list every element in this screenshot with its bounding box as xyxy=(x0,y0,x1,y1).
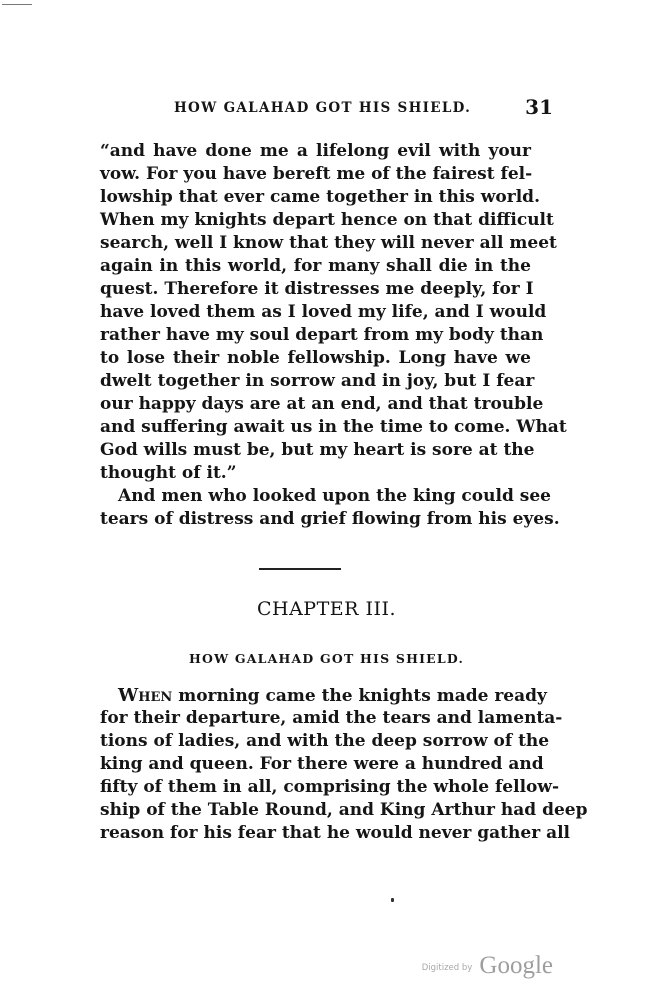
scan-edge-rule xyxy=(2,4,32,5)
ink-speck xyxy=(391,898,394,902)
chapter-heading: CHAPTER III. xyxy=(256,598,397,620)
text-line: thought of it.” xyxy=(100,463,237,483)
text-line: And men who looked upon the king could see xyxy=(118,486,551,506)
text-line-rest: morning came the knights made ready xyxy=(172,686,547,706)
chapter-subheading: HOW GALAHAD GOT HIS SHIELD. xyxy=(188,651,465,666)
page-number: 31 xyxy=(525,95,553,119)
text-line: dwelt together in sorrow and in joy, but I fear xyxy=(100,371,535,391)
text-line: have loved them as I loved my life, and I would xyxy=(100,302,547,322)
text-line: for their departure, amid the tears and lamenta- xyxy=(100,708,563,728)
text-line: fifty of them in all, comprising the whole fellow- xyxy=(100,777,560,797)
text-line: rather have my soul depart from my body than xyxy=(100,325,544,345)
text-line: again in this world, for many shall die in the xyxy=(100,256,531,276)
text-line: search, well I know that they will never all meet xyxy=(100,233,557,253)
text-line: to lose their noble fellowship. Long have we xyxy=(100,348,531,368)
text-line: lowship that ever came together in this world. xyxy=(100,187,540,207)
text-line: tions of ladies, and with the deep sorrow of the xyxy=(100,731,550,751)
text-line: quest. Therefore it distresses me deeply, for I xyxy=(100,279,534,299)
text-line: our happy days are at an end, and that trouble xyxy=(100,394,544,414)
text-line: ship of the Table Round, and King Arthur had deep xyxy=(100,800,588,820)
text-line: God wills must be, but my heart is sore at the xyxy=(100,440,535,460)
text-line: reason for his fear that he would never gather all xyxy=(100,823,570,843)
text-line: tears of distress and grief flowing from his eyes. xyxy=(100,509,560,529)
text-line xyxy=(118,684,547,708)
text-line: vow. For you have bereft me of the fairest fel- xyxy=(100,164,533,184)
text-line: “and have done me a lifelong evil with your xyxy=(100,141,531,161)
running-title: HOW GALAHAD GOT HIS SHIELD. xyxy=(174,100,472,116)
drop-word: When xyxy=(118,685,173,706)
text-line: and suffering await us in the time to come. What xyxy=(100,417,567,437)
watermark-prefix: Digitized by xyxy=(421,963,473,973)
text-line: king and queen. For there were a hundred and xyxy=(100,754,544,774)
section-divider xyxy=(259,568,341,570)
running-head xyxy=(100,95,553,124)
google-logo: Google xyxy=(479,952,553,979)
digitization-watermark xyxy=(422,952,553,980)
text-line: When my knights depart hence on that difficult xyxy=(100,210,554,230)
